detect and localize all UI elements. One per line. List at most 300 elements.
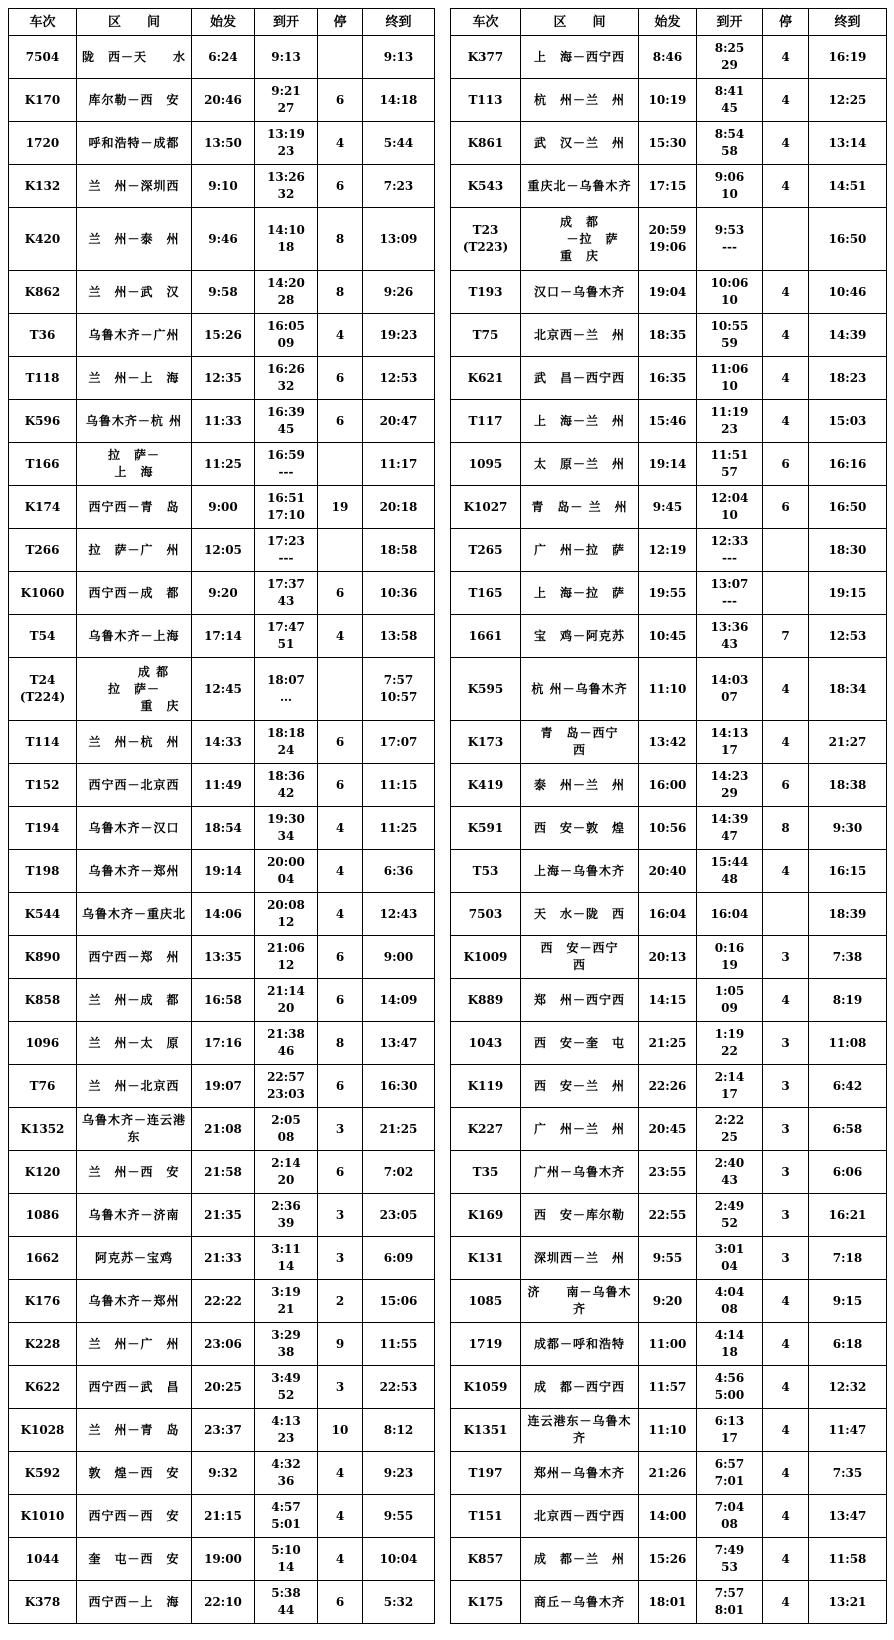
- arrive-depart-cell: [255, 36, 318, 79]
- arrive-depart-cell-text: 1:05 09: [714, 984, 745, 1015]
- departure-time-cell: [639, 1065, 697, 1108]
- route-cell: [77, 165, 192, 208]
- train-number-cell-text: K377: [467, 49, 504, 64]
- arrival-time-cell: [809, 721, 887, 764]
- train-number-cell-text: K1027: [463, 499, 508, 514]
- train-row: [9, 764, 435, 807]
- route-cell-text: 兰 州－太 原: [88, 1035, 180, 1050]
- route-cell-text: 西宁西－西 安: [88, 1508, 180, 1523]
- stop-minutes-cell: [763, 850, 809, 893]
- arrive-depart-cell-text: 18:18 24: [267, 726, 305, 757]
- arrive-depart-cell: [255, 764, 318, 807]
- arrive-depart-cell-text: 20:08 12: [267, 898, 305, 929]
- arrive-depart-cell-text: 21:06 12: [267, 941, 305, 972]
- stop-minutes-cell-text: 4: [781, 1336, 790, 1351]
- train-number-cell-text: 1043: [468, 1035, 503, 1050]
- train-number-cell: [9, 36, 77, 79]
- arrival-time-cell: [809, 936, 887, 979]
- train-row: [9, 1280, 435, 1323]
- stop-minutes-cell: [318, 529, 363, 572]
- train-number-cell-text: T165: [468, 585, 503, 600]
- train-number-cell: [9, 529, 77, 572]
- departure-time-cell-text: 19:07: [204, 1078, 242, 1093]
- train-number-cell: [9, 807, 77, 850]
- stop-minutes-cell-text: 6: [335, 777, 345, 792]
- arrival-time-cell: [363, 1538, 435, 1581]
- arrival-time-cell: [809, 1538, 887, 1581]
- train-number-cell-text: 7504: [25, 49, 60, 64]
- departure-time-cell: [192, 1495, 255, 1538]
- stop-minutes-cell: [763, 1409, 809, 1452]
- train-number-cell: [9, 1280, 77, 1323]
- train-number-cell-text: T36: [29, 327, 56, 342]
- arrive-depart-cell: [255, 850, 318, 893]
- arrival-time-cell: [363, 1323, 435, 1366]
- arrive-depart-cell: [697, 1108, 763, 1151]
- departure-time-cell: [192, 122, 255, 165]
- departure-time-cell-text: 21:35: [204, 1207, 242, 1222]
- arrival-time-cell-text: 7:02: [383, 1164, 414, 1179]
- arrive-depart-cell: [697, 1581, 763, 1624]
- route-cell: [77, 615, 192, 658]
- header-row: [9, 9, 435, 36]
- arrive-depart-cell-text: 3:11 14: [271, 1242, 301, 1273]
- train-number-cell-text: 1085: [468, 1293, 503, 1308]
- stop-minutes-cell-text: 4: [781, 135, 790, 150]
- stop-minutes-cell: [318, 807, 363, 850]
- departure-time-cell-text: 10:45: [648, 628, 687, 643]
- arrival-time-cell: [809, 357, 887, 400]
- train-number-cell: [9, 1022, 77, 1065]
- arrival-time-cell: [809, 1581, 887, 1624]
- train-number-cell-text: K591: [467, 820, 504, 835]
- arrive-depart-cell: [697, 658, 763, 721]
- train-number-cell-text: K170: [24, 92, 61, 107]
- departure-time-cell-text: 12:45: [204, 681, 242, 696]
- stop-minutes-cell: [763, 400, 809, 443]
- departure-time-cell-text: 22:10: [204, 1594, 242, 1609]
- arrive-depart-cell: [697, 850, 763, 893]
- arrive-depart-cell: [697, 936, 763, 979]
- arrival-time-cell: [809, 893, 887, 936]
- arrive-depart-cell-text: 4:32 36: [271, 1457, 301, 1488]
- stop-minutes-cell: [763, 1495, 809, 1538]
- stop-minutes-cell-text: 3: [781, 1035, 790, 1050]
- route-cell: [77, 79, 192, 122]
- stop-minutes-cell-text: 6: [781, 777, 790, 792]
- arrive-depart-cell: [255, 1323, 318, 1366]
- train-number-cell-text: K889: [467, 992, 504, 1007]
- train-row: [9, 1452, 435, 1495]
- departure-time-cell-text: 21:08: [204, 1121, 242, 1136]
- arrive-depart-cell: [255, 1065, 318, 1108]
- train-number-cell-text: K169: [467, 1207, 504, 1222]
- arrive-depart-cell: [697, 1452, 763, 1495]
- departure-time-cell: [639, 764, 697, 807]
- route-cell: [77, 271, 192, 314]
- train-row: [451, 357, 887, 400]
- stop-minutes-cell-text: 3: [781, 1207, 790, 1222]
- arrive-depart-cell: [697, 1151, 763, 1194]
- stop-minutes-cell-text: 8: [335, 231, 345, 246]
- stop-minutes-cell-text: 4: [781, 1594, 790, 1609]
- departure-time-cell-text: 10:19: [648, 92, 687, 107]
- route-cell: [521, 1065, 639, 1108]
- arrive-depart-cell: [697, 400, 763, 443]
- stop-minutes-cell: [763, 529, 809, 572]
- route-cell-text: 成 都－西宁西: [533, 1379, 625, 1394]
- train-number-cell-text: T75: [472, 327, 499, 342]
- arrival-time-cell-text: 13:14: [828, 135, 867, 150]
- stop-minutes-cell-text: 4: [781, 1422, 790, 1437]
- stop-minutes-cell: [763, 271, 809, 314]
- arrive-depart-cell-text: 21:38 46: [267, 1027, 305, 1058]
- arrival-time-cell: [363, 400, 435, 443]
- train-number-cell-text: T152: [25, 777, 60, 792]
- train-number-cell-text: K419: [467, 777, 504, 792]
- route-cell: [521, 357, 639, 400]
- route-cell-text: 西宁西－北京西: [88, 777, 180, 792]
- train-row: [9, 529, 435, 572]
- arrive-depart-cell: [255, 615, 318, 658]
- departure-time-cell-text: 8:46: [652, 49, 683, 64]
- train-number-cell: [9, 1151, 77, 1194]
- train-number-cell-text: K1028: [20, 1422, 65, 1437]
- arrival-time-cell-text: 6:09: [383, 1250, 414, 1265]
- route-cell-text: 西宁西－郑 州: [88, 949, 180, 964]
- departure-time-cell: [639, 807, 697, 850]
- route-cell: [77, 1538, 192, 1581]
- arrival-time-cell-text: 16:16: [828, 456, 867, 471]
- arrive-depart-cell: [255, 1452, 318, 1495]
- arrive-depart-cell: [255, 1538, 318, 1581]
- arrive-depart-cell: [255, 936, 318, 979]
- train-row: [9, 979, 435, 1022]
- departure-time-cell-text: 20:59 19:06: [648, 223, 687, 254]
- train-number-cell-text: K176: [24, 1293, 61, 1308]
- stop-minutes-cell: [763, 122, 809, 165]
- train-number-cell-text: K890: [24, 949, 61, 964]
- route-cell: [77, 1452, 192, 1495]
- train-row: [9, 79, 435, 122]
- arrival-time-cell: [363, 443, 435, 486]
- train-number-cell-text: K1010: [20, 1508, 65, 1523]
- arrive-depart-cell-text: 8:41 45: [714, 84, 745, 115]
- route-cell: [77, 443, 192, 486]
- arrive-depart-cell-text: 18:07 …: [267, 673, 305, 704]
- arrival-time-cell-text: 8:19: [832, 992, 863, 1007]
- route-cell-text: 兰 州－西 安: [88, 1164, 180, 1179]
- route-cell-text: 奎 屯－西 安: [88, 1551, 180, 1566]
- arrive-depart-cell-text: 16:51 17:10: [267, 491, 305, 522]
- route-cell: [77, 1194, 192, 1237]
- route-cell: [521, 1022, 639, 1065]
- train-number-cell-text: 1662: [25, 1250, 60, 1265]
- arrive-depart-cell: [697, 1409, 763, 1452]
- train-row: [451, 1280, 887, 1323]
- stop-minutes-cell-text: 4: [781, 49, 790, 64]
- train-number-cell: [9, 79, 77, 122]
- header-stop: 停: [763, 9, 809, 36]
- arrival-time-cell: [809, 122, 887, 165]
- arrive-depart-cell-text: 14:20 28: [267, 276, 305, 307]
- route-cell-text: 西 安－西宁 西: [540, 941, 619, 972]
- train-row: [451, 1151, 887, 1194]
- departure-time-cell: [192, 1280, 255, 1323]
- departure-time-cell-text: 18:54: [204, 820, 242, 835]
- train-number-cell-text: K119: [467, 1078, 504, 1093]
- stop-minutes-cell: [318, 1409, 363, 1452]
- arrive-depart-cell-text: 11:06 10: [710, 362, 749, 393]
- departure-time-cell-text: 19:14: [648, 456, 687, 471]
- departure-time-cell-text: 6:24: [208, 49, 238, 64]
- train-number-cell-text: T265: [468, 542, 503, 557]
- arrival-time-cell-text: 12:43: [379, 906, 418, 921]
- departure-time-cell-text: 13:42: [648, 734, 687, 749]
- arrival-time-cell-text: 21:27: [828, 734, 867, 749]
- departure-time-cell-text: 13:35: [204, 949, 242, 964]
- stop-minutes-cell-text: 4: [335, 906, 345, 921]
- stop-minutes-cell-text: 4: [335, 820, 345, 835]
- route-cell-text: 上 海－兰 州: [533, 413, 625, 428]
- arrive-depart-cell-text: 11:51 57: [710, 448, 749, 479]
- arrive-depart-cell: [697, 122, 763, 165]
- train-number-cell: [451, 208, 521, 271]
- arrive-depart-cell: [697, 1065, 763, 1108]
- header-end: 终到: [363, 9, 435, 36]
- arrive-depart-cell: [255, 400, 318, 443]
- stop-minutes-cell-text: 4: [781, 734, 790, 749]
- arrive-depart-cell: [255, 122, 318, 165]
- stop-minutes-cell: [318, 936, 363, 979]
- train-row: [451, 615, 887, 658]
- arrival-time-cell: [809, 1065, 887, 1108]
- arrival-time-cell-text: 13:47: [379, 1035, 418, 1050]
- train-number-cell: [9, 615, 77, 658]
- departure-time-cell: [192, 79, 255, 122]
- departure-time-cell-text: 15:30: [648, 135, 687, 150]
- train-number-cell: [451, 1194, 521, 1237]
- arrive-depart-cell-text: 4:04 08: [714, 1285, 745, 1316]
- route-cell-text: 西 安－奎 屯: [533, 1035, 625, 1050]
- departure-time-cell: [192, 850, 255, 893]
- route-cell-text: 上海－乌鲁木齐: [533, 863, 625, 878]
- departure-time-cell-text: 16:58: [204, 992, 242, 1007]
- stop-minutes-cell: [318, 357, 363, 400]
- route-cell: [77, 936, 192, 979]
- train-number-cell-text: K862: [24, 284, 61, 299]
- arrival-time-cell: [363, 1452, 435, 1495]
- arrive-depart-cell: [697, 165, 763, 208]
- arrival-time-cell-text: 12:53: [379, 370, 418, 385]
- train-row: [451, 79, 887, 122]
- departure-time-cell: [639, 1108, 697, 1151]
- route-cell-text: 兰 州－成 都: [88, 992, 180, 1007]
- departure-time-cell-text: 17:14: [204, 628, 242, 643]
- train-row: [451, 1108, 887, 1151]
- train-number-cell: [9, 165, 77, 208]
- train-number-cell: [451, 1237, 521, 1280]
- train-row: [451, 1022, 887, 1065]
- arrival-time-cell: [363, 1237, 435, 1280]
- stop-minutes-cell: [318, 615, 363, 658]
- train-number-cell-text: K1351: [463, 1422, 508, 1437]
- arrival-time-cell-text: 14:09: [379, 992, 418, 1007]
- route-cell: [521, 850, 639, 893]
- stop-minutes-cell: [763, 1237, 809, 1280]
- route-cell-text: 天 水－陇 西: [533, 906, 625, 921]
- train-row: [451, 1581, 887, 1624]
- stop-minutes-cell: [318, 1108, 363, 1151]
- departure-time-cell: [639, 1581, 697, 1624]
- stop-minutes-cell-text: 3: [781, 1121, 790, 1136]
- stop-minutes-cell-text: 4: [781, 178, 790, 193]
- stop-minutes-cell: [318, 1538, 363, 1581]
- arrive-depart-cell-text: 9:53 ---: [714, 223, 745, 254]
- arrive-depart-cell-text: 19:30 34: [267, 812, 305, 843]
- route-cell: [521, 764, 639, 807]
- route-cell-text: 郑州－乌鲁木齐: [533, 1465, 625, 1480]
- stop-minutes-cell-text: 4: [781, 92, 790, 107]
- route-cell-text: 西宁西－武 昌: [88, 1379, 180, 1394]
- route-cell-text: 郑 州－西宁西: [533, 992, 625, 1007]
- departure-time-cell: [192, 1108, 255, 1151]
- arrival-time-cell: [363, 764, 435, 807]
- arrival-time-cell-text: 11:08: [828, 1035, 867, 1050]
- train-number-cell: [9, 1194, 77, 1237]
- route-cell: [521, 165, 639, 208]
- train-row: [9, 36, 435, 79]
- train-row: [9, 443, 435, 486]
- train-row: [451, 807, 887, 850]
- route-cell: [77, 1409, 192, 1452]
- arrival-time-cell-text: 5:32: [383, 1594, 414, 1609]
- route-cell-text: 西宁西－成 都: [88, 585, 180, 600]
- stop-minutes-cell-text: 6: [335, 949, 345, 964]
- route-cell: [77, 122, 192, 165]
- train-number-cell: [451, 615, 521, 658]
- train-row: [451, 486, 887, 529]
- route-cell: [521, 314, 639, 357]
- arrival-time-cell: [809, 658, 887, 721]
- departure-time-cell: [639, 271, 697, 314]
- arrival-time-cell: [363, 572, 435, 615]
- stop-minutes-cell: [763, 357, 809, 400]
- route-cell-text: 成 都－兰 州: [533, 1551, 625, 1566]
- train-number-cell: [451, 122, 521, 165]
- header-arrdep: 到开: [255, 9, 318, 36]
- arrive-depart-cell: [255, 572, 318, 615]
- train-number-cell-text: K174: [24, 499, 61, 514]
- stop-minutes-cell-text: 4: [781, 992, 790, 1007]
- departure-time-cell: [639, 357, 697, 400]
- arrive-depart-cell: [255, 1022, 318, 1065]
- stop-minutes-cell: [318, 1581, 363, 1624]
- arrival-time-cell: [363, 1409, 435, 1452]
- arrive-depart-cell: [255, 1495, 318, 1538]
- departure-time-cell: [192, 165, 255, 208]
- arrive-depart-cell: [697, 486, 763, 529]
- train-number-cell-text: K228: [24, 1336, 61, 1351]
- departure-time-cell-text: 9:45: [652, 499, 683, 514]
- arrive-depart-cell-text: 13:07 ---: [710, 577, 749, 608]
- stop-minutes-cell-text: 4: [781, 1465, 790, 1480]
- arrival-time-cell-text: 6:58: [832, 1121, 863, 1136]
- train-number-cell-text: 1086: [25, 1207, 60, 1222]
- train-row: [451, 721, 887, 764]
- arrival-time-cell-text: 16:30: [379, 1078, 418, 1093]
- stop-minutes-cell: [318, 893, 363, 936]
- route-cell: [521, 1323, 639, 1366]
- arrive-depart-cell: [255, 79, 318, 122]
- train-row: [451, 1452, 887, 1495]
- departure-time-cell: [639, 165, 697, 208]
- train-number-cell-text: T118: [25, 370, 60, 385]
- departure-time-cell-text: 9:32: [208, 1465, 238, 1480]
- arrival-time-cell-text: 11:15: [379, 777, 418, 792]
- arrival-time-cell: [363, 1280, 435, 1323]
- arrive-depart-cell-text: 8:54 58: [714, 127, 745, 158]
- arrive-depart-cell-text: 5:38 44: [271, 1586, 301, 1617]
- departure-time-cell: [639, 1323, 697, 1366]
- train-number-cell: [451, 936, 521, 979]
- route-cell: [521, 721, 639, 764]
- train-number-cell-text: T266: [25, 542, 60, 557]
- train-number-cell: [9, 721, 77, 764]
- stop-minutes-cell: [763, 807, 809, 850]
- stop-minutes-cell-text: 10: [331, 1422, 349, 1437]
- train-number-cell: [451, 1495, 521, 1538]
- arrival-time-cell-text: 6:06: [832, 1164, 863, 1179]
- departure-time-cell-text: 20:25: [204, 1379, 242, 1394]
- arrival-time-cell-text: 11:25: [379, 820, 418, 835]
- arrive-depart-cell-text: 17:37 43: [267, 577, 305, 608]
- route-cell: [77, 1108, 192, 1151]
- train-number-cell: [9, 208, 77, 271]
- departure-time-cell-text: 10:56: [648, 820, 687, 835]
- departure-time-cell-text: 16:04: [648, 906, 687, 921]
- train-row: [9, 807, 435, 850]
- stop-minutes-cell: [763, 1280, 809, 1323]
- departure-time-cell-text: 21:25: [648, 1035, 687, 1050]
- departure-time-cell: [639, 850, 697, 893]
- arrival-time-cell-text: 18:30: [828, 542, 867, 557]
- arrival-time-cell: [363, 1366, 435, 1409]
- stop-minutes-cell-text: 8: [781, 820, 790, 835]
- stop-minutes-cell-text: 3: [335, 1121, 345, 1136]
- departure-time-cell: [192, 271, 255, 314]
- stop-minutes-cell: [763, 572, 809, 615]
- train-number-cell-text: 1719: [468, 1336, 503, 1351]
- train-number-cell: [451, 1538, 521, 1581]
- departure-time-cell: [192, 1452, 255, 1495]
- arrive-depart-cell-text: 4:57 5:01: [271, 1500, 301, 1531]
- departure-time-cell: [639, 1022, 697, 1065]
- train-number-cell-text: K1009: [463, 949, 508, 964]
- timetable-right-body: [451, 36, 887, 1624]
- train-number-cell: [9, 1323, 77, 1366]
- arrive-depart-cell: [697, 208, 763, 271]
- departure-time-cell: [192, 486, 255, 529]
- header-arrdep: 到开: [697, 9, 763, 36]
- arrive-depart-cell: [255, 1366, 318, 1409]
- stop-minutes-cell-text: 4: [335, 1551, 345, 1566]
- route-cell: [521, 1366, 639, 1409]
- departure-time-cell-text: 16:35: [648, 370, 687, 385]
- arrival-time-cell: [809, 271, 887, 314]
- stop-minutes-cell: [763, 1452, 809, 1495]
- arrive-depart-cell: [697, 357, 763, 400]
